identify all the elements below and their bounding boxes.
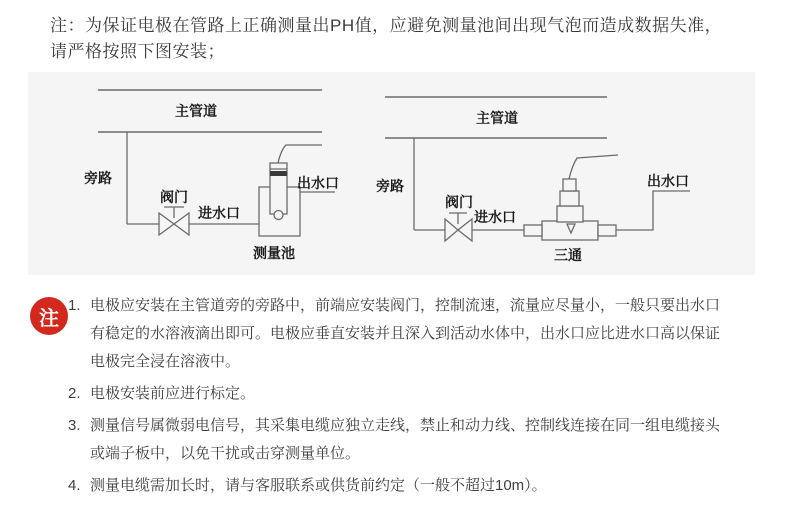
note-item-1 bbox=[68, 292, 728, 376]
note-text: 电极应安装在主管道旁的旁路中，前端应安装阀门，控制流速，流量应尽量小，一般只要出水口有稳定的水溶液滴出即可。电极应垂直安装并且深入到活动水体中，出水口应比进水口高以保证电极完全浸在溶液中。 bbox=[90, 297, 721, 370]
note-number: 1. bbox=[68, 297, 81, 314]
intro-line-1: 注：为保证电极在管路上正确测量出PH值，应避免测量池间出现气泡而造成数据失准， bbox=[50, 16, 723, 35]
piping-diagram-svg bbox=[28, 72, 755, 275]
intro-note bbox=[50, 13, 750, 65]
right-electrode-cable-line bbox=[569, 155, 618, 179]
left-electrode-band bbox=[270, 171, 287, 176]
note-text: 电极安装前应进行标定。 bbox=[90, 385, 256, 402]
right-main-pipe-label: 主管道 bbox=[476, 110, 518, 126]
note-badge bbox=[30, 297, 68, 335]
tee-right-flange bbox=[598, 225, 616, 236]
left-bypass-label: 旁路 bbox=[84, 170, 112, 186]
left-electrode-cable-line bbox=[278, 145, 322, 163]
left-vessel-label: 测量池 bbox=[253, 245, 295, 261]
note-item-4 bbox=[68, 472, 728, 500]
note-text: 测量信号属微弱电信号，其采集电缆应独立走线，禁止和动力线、控制线连接在同一组电缆接头或端子板中，以免干扰或击穿测量单位。 bbox=[90, 417, 721, 462]
left-diagram-measurement-pool bbox=[84, 90, 339, 261]
right-electrode-cap bbox=[563, 179, 576, 191]
right-diagram-tee-fitting bbox=[376, 97, 690, 263]
note-badge-text: 注 bbox=[39, 307, 59, 330]
note-item-3 bbox=[68, 412, 728, 468]
note-number: 4. bbox=[68, 477, 81, 494]
right-valve-label: 阀门 bbox=[445, 194, 473, 210]
left-inlet-label: 进水口 bbox=[198, 205, 240, 221]
right-electrode-body bbox=[560, 191, 579, 206]
tee-branch-block bbox=[557, 206, 583, 222]
left-main-pipe-label: 主管道 bbox=[175, 103, 217, 119]
right-outlet-label: 出水口 bbox=[647, 173, 689, 189]
left-valve-label: 阀门 bbox=[160, 189, 188, 205]
installation-diagram-panel bbox=[28, 72, 755, 275]
right-fitting-label: 三通 bbox=[554, 247, 582, 263]
note-number: 2. bbox=[68, 385, 81, 402]
note-text: 测量电缆需加长时，请与客服联系或供货前约定（一般不超过10m）。 bbox=[90, 477, 547, 494]
installation-notes-list bbox=[68, 292, 728, 504]
left-outlet-label: 出水口 bbox=[297, 175, 339, 191]
right-outlet-pipe-line bbox=[616, 191, 690, 230]
note-item-2 bbox=[68, 380, 728, 408]
note-number: 3. bbox=[68, 417, 81, 434]
left-electrode-icon bbox=[270, 163, 287, 214]
tee-left-flange bbox=[524, 225, 542, 236]
intro-line-2: 请严格按照下图安装； bbox=[50, 42, 225, 61]
right-inlet-label: 进水口 bbox=[474, 209, 516, 225]
left-electrode-tip bbox=[274, 211, 283, 220]
right-bypass-label: 旁路 bbox=[376, 178, 404, 194]
